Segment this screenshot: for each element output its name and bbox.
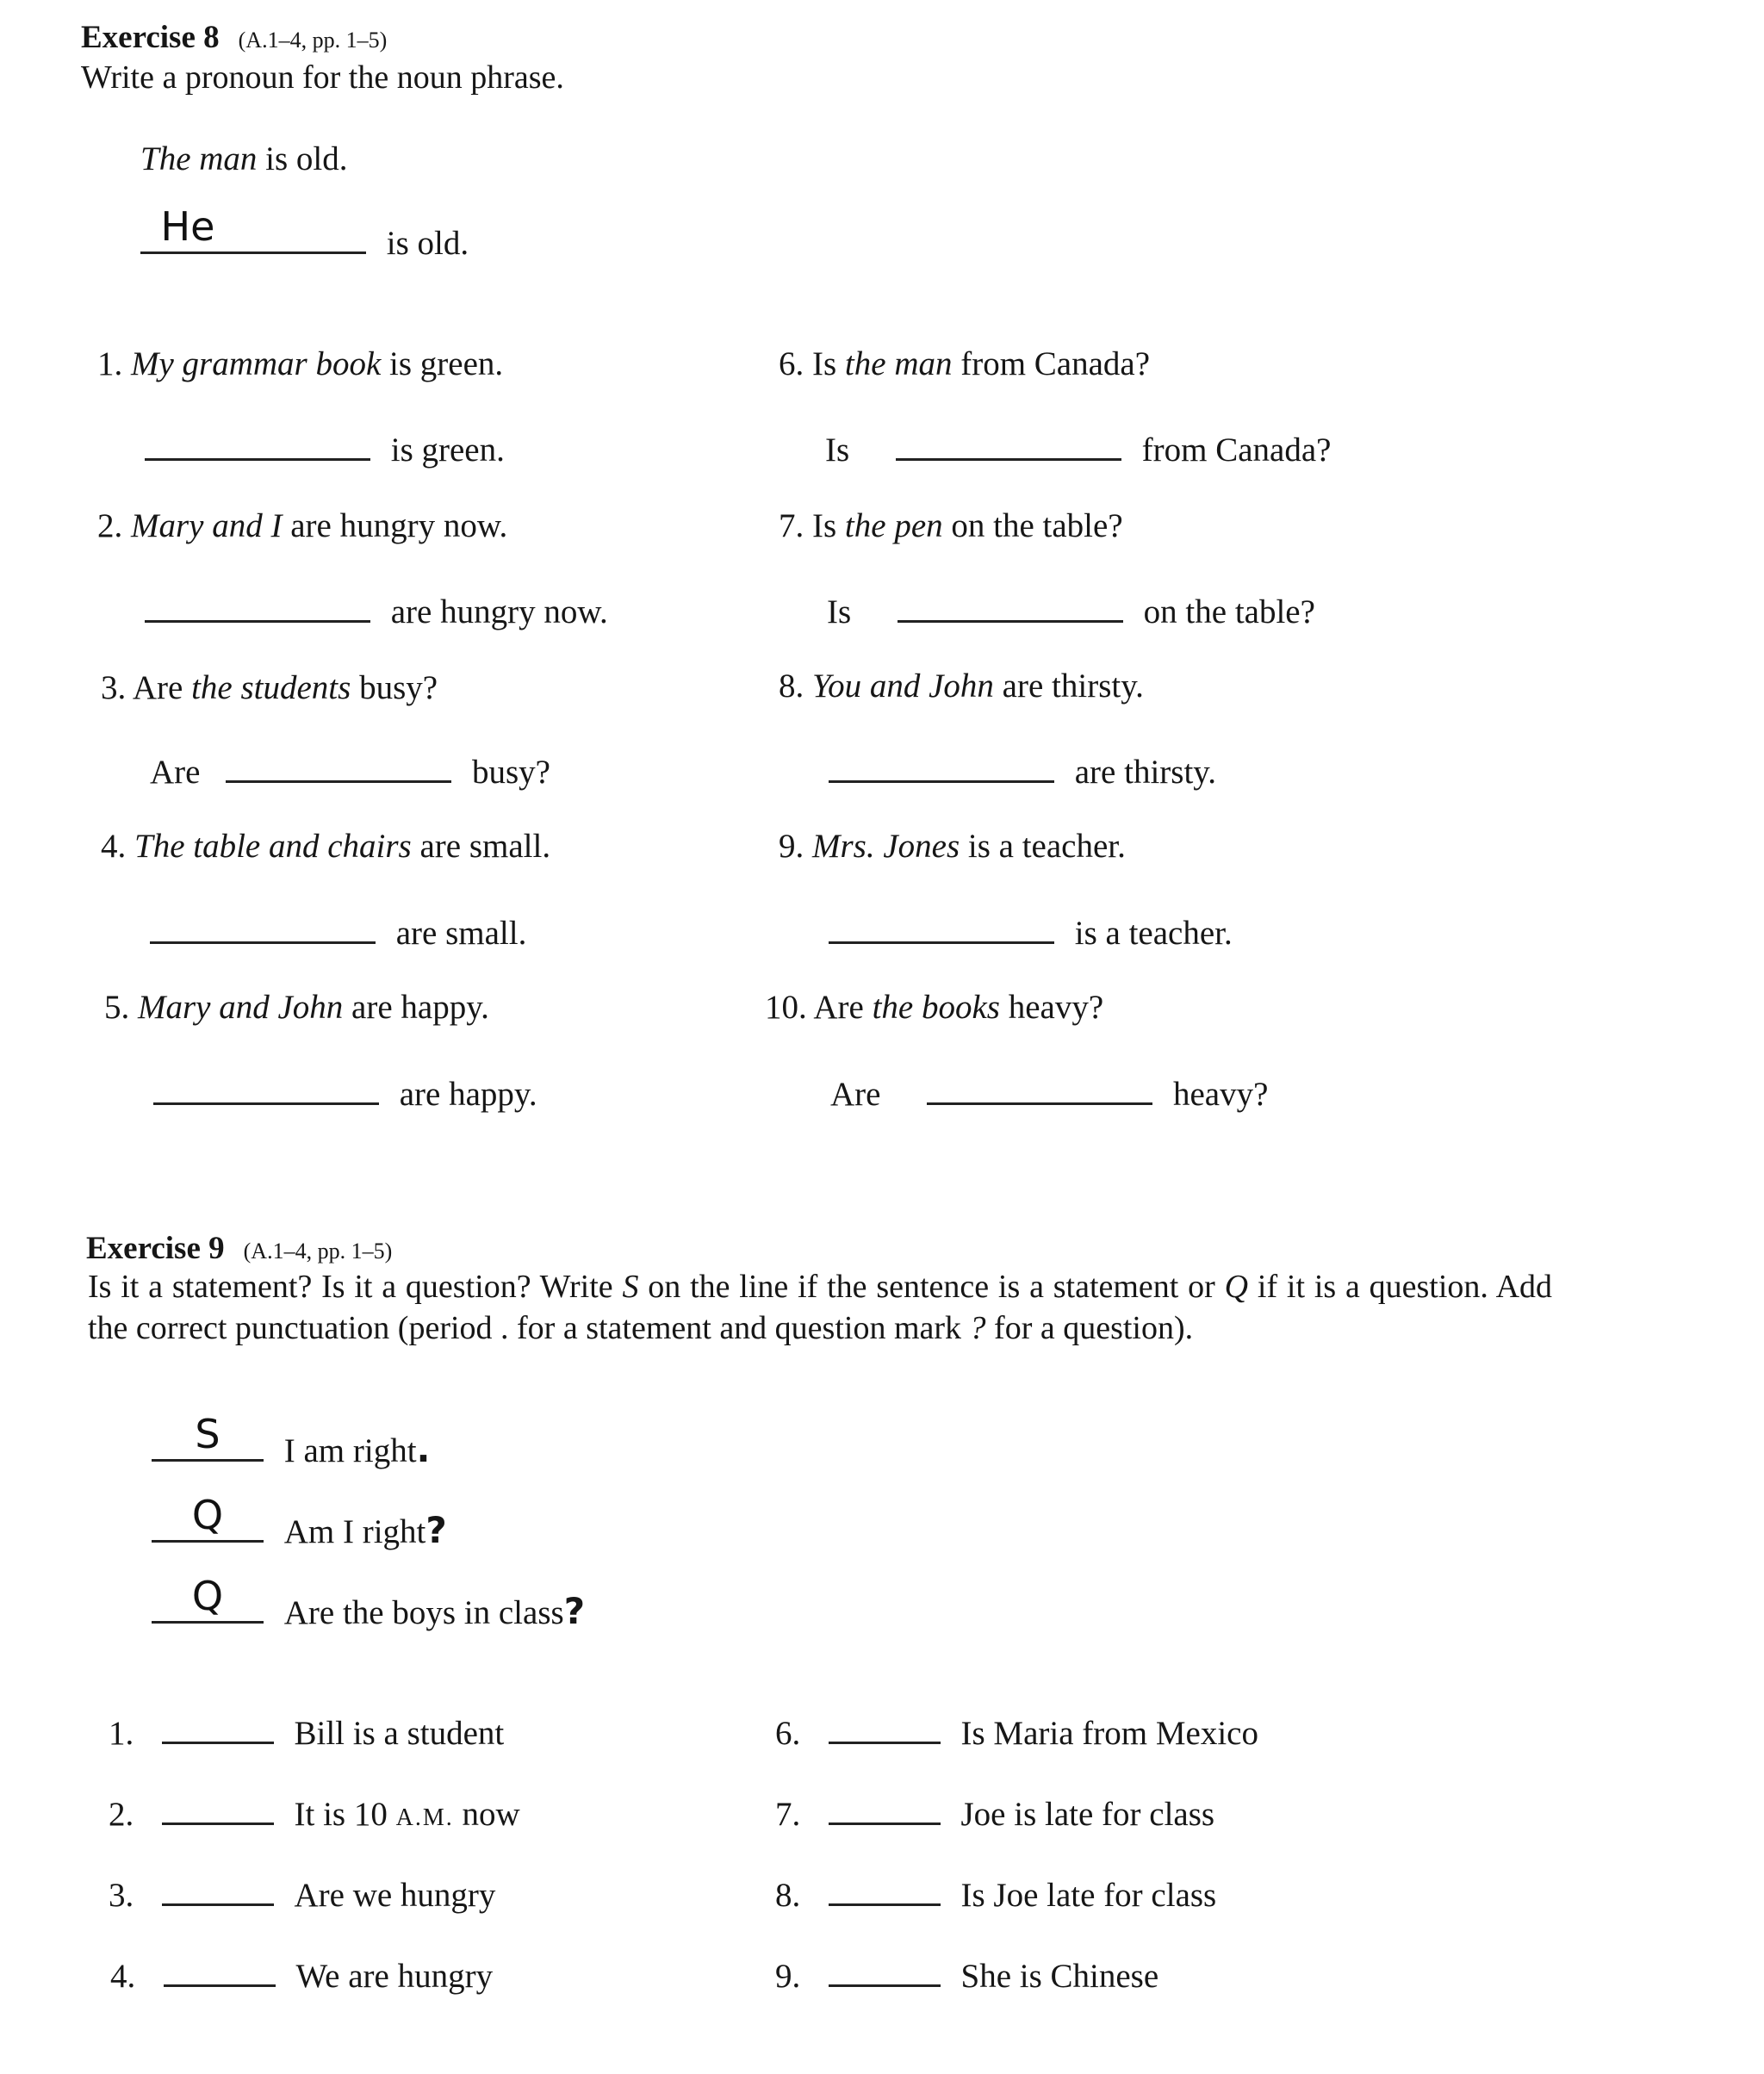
item-text: busy? bbox=[359, 669, 438, 706]
ex9-item-1 bbox=[109, 1707, 504, 1753]
ex8-item-10 bbox=[765, 988, 1103, 1027]
item-number: 8. bbox=[779, 668, 804, 705]
ex8-example-answer-line bbox=[140, 203, 469, 263]
item-number: 1. bbox=[109, 1715, 134, 1752]
answer-rest: is a teacher. bbox=[1074, 915, 1233, 952]
item-text: heavy? bbox=[1008, 989, 1104, 1026]
answer-blank[interactable] bbox=[150, 907, 376, 944]
answer-blank[interactable] bbox=[162, 1707, 274, 1744]
item-text: Bill is a student bbox=[294, 1715, 505, 1752]
handwritten-answer: Q bbox=[191, 1492, 224, 1538]
ex9-item-8 bbox=[775, 1869, 1216, 1915]
example-answer-blank[interactable] bbox=[140, 203, 366, 254]
example-answer-blank[interactable] bbox=[152, 1492, 264, 1543]
example-text: Are the boys in class bbox=[283, 1594, 564, 1631]
ex8-item-3-answer bbox=[150, 746, 550, 792]
ex8-item-7 bbox=[779, 506, 1123, 545]
item-noun-phrase: the pen bbox=[844, 507, 943, 544]
answer-blank[interactable] bbox=[162, 1788, 274, 1825]
item-noun-phrase: Mrs. Jones bbox=[812, 828, 960, 865]
item-noun-phrase: the books bbox=[872, 989, 1000, 1026]
exercise-9-title: Exercise 9 bbox=[86, 1231, 225, 1266]
item-pre: Are bbox=[132, 669, 183, 706]
ex9-item-7 bbox=[775, 1788, 1214, 1834]
item-noun-phrase: The table and chairs bbox=[134, 828, 412, 865]
item-number: 6. bbox=[775, 1715, 801, 1752]
example-answer-rest: is old. bbox=[386, 225, 469, 262]
item-text: Joe is late for class bbox=[960, 1796, 1215, 1833]
exercise-8-title: Exercise 8 bbox=[81, 20, 220, 55]
item-number: 9. bbox=[775, 1958, 801, 1995]
item-text: from Canada? bbox=[960, 345, 1151, 382]
ex8-item-9-answer bbox=[829, 907, 1233, 953]
answer-pre: Is bbox=[825, 432, 850, 469]
item-number: 1. bbox=[97, 345, 123, 382]
answer-rest: are hungry now. bbox=[390, 593, 608, 630]
exercise-9-reference: (A.1–4, pp. 1–5) bbox=[243, 1239, 393, 1264]
item-noun-phrase: the man bbox=[844, 345, 953, 382]
item-text: She is Chinese bbox=[960, 1958, 1159, 1995]
answer-blank[interactable] bbox=[829, 1788, 941, 1825]
handwritten-answer: S bbox=[195, 1411, 220, 1457]
item-noun-phrase: My grammar book bbox=[131, 345, 382, 382]
answer-rest: are happy. bbox=[399, 1076, 537, 1113]
item-number: 8. bbox=[775, 1877, 801, 1914]
item-noun-phrase: Mary and John bbox=[138, 989, 344, 1026]
item-text: is green. bbox=[389, 345, 504, 382]
item-text: We are hungry bbox=[295, 1958, 494, 1995]
handwritten-answer: He bbox=[160, 203, 215, 250]
answer-pre: Are bbox=[150, 754, 201, 791]
example-answer-blank[interactable] bbox=[152, 1573, 264, 1624]
item-number: 5. bbox=[104, 989, 130, 1026]
ex8-item-3 bbox=[101, 668, 438, 707]
answer-rest: from Canada? bbox=[1141, 432, 1332, 469]
ex8-item-2-answer bbox=[145, 586, 608, 631]
ex8-item-8-answer bbox=[829, 746, 1216, 792]
item-text bbox=[295, 1796, 520, 1833]
item-text: are thirsty. bbox=[1002, 668, 1144, 705]
answer-blank[interactable] bbox=[226, 746, 451, 783]
answer-rest: are thirsty. bbox=[1074, 754, 1216, 791]
answer-rest: is green. bbox=[390, 432, 505, 469]
item-number: 3. bbox=[109, 1877, 134, 1914]
answer-rest: busy? bbox=[471, 754, 550, 791]
item-number: 9. bbox=[779, 828, 804, 865]
ex8-item-10-answer bbox=[830, 1068, 1268, 1114]
answer-blank[interactable] bbox=[153, 1068, 379, 1105]
item-number: 3. bbox=[101, 669, 127, 706]
answer-blank[interactable] bbox=[829, 1950, 941, 1987]
item-text: Is Joe late for class bbox=[960, 1877, 1217, 1914]
ex8-example-sentence bbox=[140, 140, 348, 178]
item-pre: Is bbox=[812, 507, 837, 544]
answer-rest: on the table? bbox=[1143, 593, 1315, 630]
ex8-item-9 bbox=[779, 827, 1126, 866]
answer-blank[interactable] bbox=[829, 907, 1054, 944]
answer-blank[interactable] bbox=[162, 1869, 274, 1906]
handwritten-answer: Q bbox=[191, 1573, 224, 1619]
answer-pre: Is bbox=[827, 593, 852, 630]
handwritten-punctuation: . bbox=[416, 1428, 431, 1470]
ex8-item-1 bbox=[97, 345, 503, 383]
instruction-part: for a question). bbox=[994, 1310, 1194, 1346]
instruction-part: if it is a question. Add the correct punctuation (period . for a statement and question mark bbox=[88, 1269, 1553, 1346]
item-text: is a teacher. bbox=[967, 828, 1126, 865]
answer-blank[interactable] bbox=[829, 1869, 941, 1906]
ex8-item-1-answer bbox=[145, 424, 505, 469]
example-rest: is old. bbox=[265, 140, 348, 177]
answer-blank[interactable] bbox=[145, 424, 370, 461]
item-number: 2. bbox=[109, 1796, 134, 1833]
answer-rest: heavy? bbox=[1172, 1076, 1269, 1113]
item-text: Is Maria from Mexico bbox=[960, 1715, 1258, 1752]
item-pre: Is bbox=[812, 345, 837, 382]
ex9-example-2 bbox=[152, 1492, 447, 1551]
exercise-9-heading bbox=[86, 1230, 392, 1267]
item-noun-phrase: Mary and I bbox=[131, 507, 283, 544]
ex8-item-5 bbox=[104, 988, 489, 1027]
ex9-item-9 bbox=[775, 1950, 1158, 1996]
item-pre: Are bbox=[813, 989, 864, 1026]
item-text: are small. bbox=[419, 828, 551, 865]
ex9-example-3 bbox=[152, 1573, 586, 1632]
item-number: 4. bbox=[101, 828, 127, 865]
exercise-8-heading bbox=[81, 19, 387, 56]
item-number: 10. bbox=[765, 989, 807, 1026]
ex8-item-7-answer bbox=[827, 586, 1315, 631]
instruction-q: Q bbox=[1224, 1269, 1249, 1305]
answer-blank[interactable] bbox=[145, 586, 370, 623]
ex8-item-6 bbox=[779, 345, 1150, 383]
answer-blank[interactable] bbox=[829, 1707, 941, 1744]
item-text-part: It is 10 bbox=[294, 1796, 388, 1833]
item-text-part: now bbox=[462, 1796, 520, 1833]
ex9-item-2 bbox=[109, 1788, 520, 1834]
ex9-item-6 bbox=[775, 1707, 1258, 1753]
item-text-time: A.M. bbox=[395, 1804, 454, 1831]
handwritten-punctuation: ? bbox=[425, 1509, 447, 1551]
ex9-example-1 bbox=[152, 1411, 431, 1470]
item-number: 2. bbox=[97, 507, 123, 544]
exercise-8-reference: (A.1–4, pp. 1–5) bbox=[238, 28, 388, 53]
item-text: are hungry now. bbox=[290, 507, 508, 544]
ex8-item-8 bbox=[779, 667, 1144, 705]
instruction-part: Is it a statement? Is it a question? Write bbox=[88, 1269, 613, 1305]
answer-blank[interactable] bbox=[829, 746, 1054, 783]
item-number: 7. bbox=[775, 1796, 801, 1833]
instruction-question-mark: ? bbox=[969, 1310, 986, 1346]
example-noun-phrase: The man bbox=[140, 140, 258, 177]
ex9-item-3 bbox=[109, 1869, 495, 1915]
answer-blank[interactable] bbox=[164, 1950, 276, 1987]
exercise-8-instruction: Write a pronoun for the noun phrase. bbox=[81, 59, 564, 96]
item-number: 7. bbox=[779, 507, 804, 544]
exercise-9-instruction bbox=[88, 1266, 1552, 1349]
instruction-s: S bbox=[622, 1269, 639, 1305]
answer-blank[interactable] bbox=[927, 1068, 1152, 1105]
ex9-item-4 bbox=[110, 1950, 493, 1996]
ex8-item-4 bbox=[101, 827, 550, 866]
handwritten-punctuation: ? bbox=[563, 1590, 586, 1632]
instruction-part: on the line if the sentence is a statement or bbox=[648, 1269, 1215, 1305]
answer-blank[interactable] bbox=[898, 586, 1123, 623]
example-answer-blank[interactable] bbox=[152, 1411, 264, 1462]
item-noun-phrase: You and John bbox=[812, 668, 994, 705]
ex8-item-5-answer bbox=[153, 1068, 537, 1114]
ex8-item-6-answer bbox=[825, 424, 1332, 469]
item-text: Are we hungry bbox=[294, 1877, 496, 1914]
answer-blank[interactable] bbox=[896, 424, 1121, 461]
item-text: are happy. bbox=[351, 989, 489, 1026]
ex8-item-2 bbox=[97, 506, 507, 545]
ex8-item-4-answer bbox=[150, 907, 526, 953]
answer-rest: are small. bbox=[395, 915, 527, 952]
item-text: on the table? bbox=[951, 507, 1123, 544]
example-text: I am right bbox=[283, 1432, 417, 1469]
item-number: 4. bbox=[110, 1958, 136, 1995]
example-text: Am I right bbox=[283, 1513, 426, 1550]
answer-pre: Are bbox=[830, 1076, 881, 1113]
item-number: 6. bbox=[779, 345, 804, 382]
item-noun-phrase: the students bbox=[191, 669, 351, 706]
